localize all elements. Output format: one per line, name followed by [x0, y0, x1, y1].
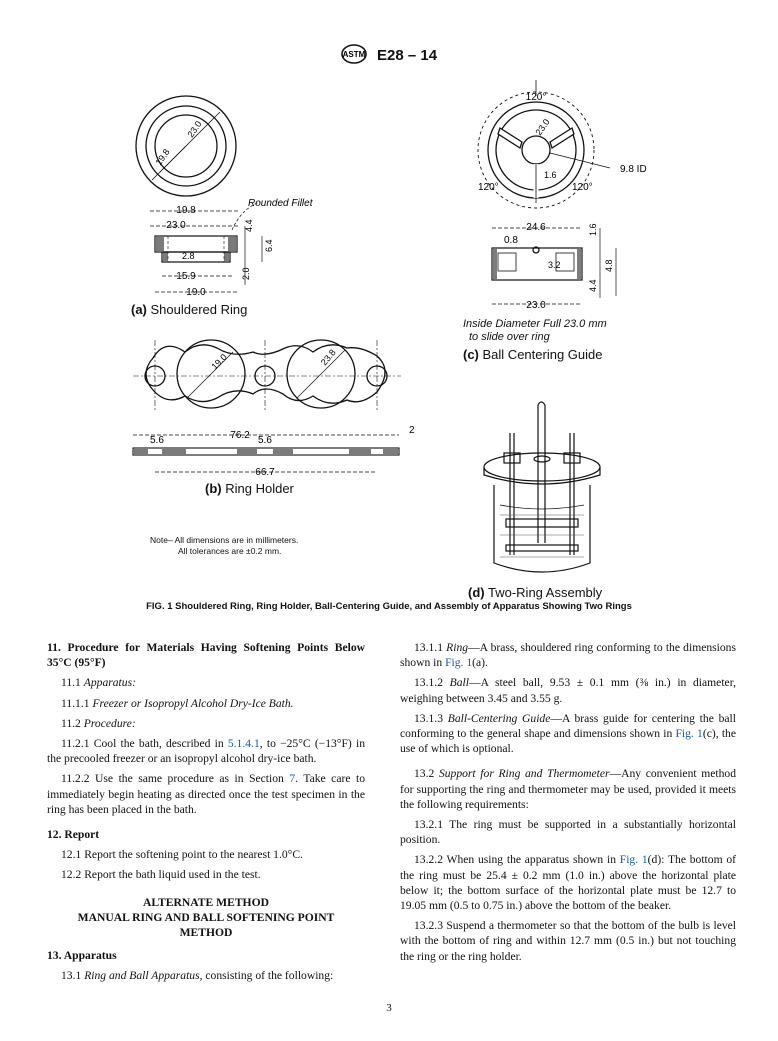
- figure-b-caption: (b) Ring Holder: [205, 481, 294, 496]
- dim-a-19-8-diag: 19.8: [153, 147, 172, 168]
- para-11-2-2: 11.2.2 Use the same procedure as in Section 7. Take care to immediately begin heating as directed once the test specimen in the ring has been placed in the bath.: [47, 772, 365, 816]
- rounded-fillet-label: Rounded Fillet: [248, 198, 313, 209]
- figure-c-note: Inside Diameter Full 23.0 mm to slide over ring: [463, 318, 607, 343]
- link-fig-1a[interactable]: Fig. 1: [445, 656, 473, 670]
- dim-b-19: 19.0: [209, 351, 229, 372]
- right-column: [400, 640, 736, 969]
- dim-c-4-8: 4.8: [604, 259, 614, 272]
- dim-c-v-1-6: 1.6: [588, 223, 598, 236]
- para-13-1-3: 13.1.3 Ball-Centering Guide—A brass guide for centering the ball conforming to the general shape and dimensions shown in Fig. 1(c), the use of which is optional.: [400, 711, 736, 756]
- dim-c-9-8-id: 9.8 ID: [620, 164, 647, 175]
- figure-c-ball-centering-guide: [460, 78, 670, 318]
- figure-a-caption: (a) Shouldered Ring: [131, 302, 248, 317]
- left-column: [47, 640, 365, 989]
- document-designation: E28 – 14: [377, 46, 438, 64]
- figure-b-ring-holder: [125, 330, 425, 480]
- alternate-method-heading: ALTERNATE METHOD: [143, 895, 269, 909]
- angle-120-left: 120°: [478, 182, 499, 193]
- figure-d-two-ring-assembly: [470, 395, 620, 580]
- para-11-2: 11.2 Procedure:: [61, 716, 136, 730]
- dim-a-19-0: 19.0: [186, 287, 206, 298]
- figure-c-caption: (c) Ball Centering Guide: [463, 347, 603, 362]
- astm-logo-icon: [341, 44, 367, 68]
- para-12-2: 12.2 Report the bath liquid used in the test.: [61, 868, 261, 882]
- para-11-1: 11.1 Apparatus:: [61, 676, 136, 690]
- dim-a-23: 23.0: [185, 119, 204, 140]
- dim-c-4-4: 4.4: [588, 279, 598, 292]
- dim-c-0-8: 0.8: [504, 235, 518, 246]
- dim-c-24-6: 24.6: [526, 222, 546, 233]
- dim-b-5-6-left: 5.6: [150, 435, 164, 446]
- figure-d-caption: (d) Two-Ring Assembly: [468, 585, 603, 600]
- para-12-1: 12.1 Report the softening point to the nearest 1.0°C.: [61, 848, 303, 862]
- para-11-2-1: 11.2.1 Cool the bath, described in 5.1.4.1, to −25°C (−13°F) in the precooled freezer or an isopropyl alcohol dry-ice bath.: [47, 737, 365, 766]
- para-13-1-2: 13.1.2 Ball—A steel ball, 9.53 ± 0.1 mm (⅜ in.) in diameter, weighing between 3.45 and 3.55 g.: [400, 676, 736, 705]
- page-header: [0, 44, 778, 68]
- para-13-2-1: 13.2.1 The ring must be supported in a substantially horizontal position.: [400, 818, 736, 847]
- dim-a-4-4: 4.4: [244, 219, 254, 232]
- dim-b-76-2: 76.2: [230, 430, 250, 441]
- dim-c-3-2: 3.2: [548, 260, 561, 270]
- dim-c-23-0: 23.0: [526, 300, 546, 311]
- dim-b-2: 2: [409, 425, 415, 436]
- para-13-2-2: 13.2.2 When using the apparatus shown in Fig. 1(d): The bottom of the ring must be 25.4 ± 0.2 mm (1.0 in.) above the horizontal plate below it; the bottom surface of the horizontal plate must be 12.7 to 19.05 mm (0.5 to 0.75 in.) above the bottom of the beaker.: [400, 853, 737, 913]
- para-13-1-1: 13.1.1 Ring—A brass, shouldered ring conforming to the dimensions shown in Fig. 1(a).: [400, 641, 736, 670]
- section-12-title: 12. Report: [47, 828, 100, 842]
- dim-a-15-9: 15.9: [176, 271, 196, 282]
- svg-text:ASTM: ASTM: [342, 50, 366, 59]
- link-section-7[interactable]: 7: [289, 772, 296, 786]
- link-fig-1c[interactable]: Fig. 1: [675, 727, 703, 741]
- manual-method-heading: MANUAL RING AND BALL SOFTENING POINT METHOD: [77, 910, 335, 940]
- angle-120-top: 120°: [525, 92, 547, 103]
- figure-caption: FIG. 1 Shouldered Ring, Ring Holder, Ball-Centering Guide, and Assembly of Apparatus Showing Two Rings: [146, 601, 632, 612]
- para-11-1-1: 11.1.1 Freezer or Isopropyl Alcohol Dry-Ice Bath.: [61, 696, 294, 710]
- dim-c-23: 23.0: [533, 117, 552, 138]
- para-13-2: 13.2 Support for Ring and Thermometer—Any convenient method for supporting the ring and thermometer may be used, provided it meets the following requirements:: [400, 767, 736, 811]
- page-number: 3: [386, 1002, 392, 1014]
- para-13-1: 13.1 Ring and Ball Apparatus, consisting of the following:: [61, 969, 334, 983]
- section-11-title: 11. Procedure for Materials Having Softening Points Below 35°C (95°F): [47, 641, 365, 670]
- link-5-1-4-1[interactable]: 5.1.4.1: [227, 737, 260, 751]
- dim-b-23-8: 23.8: [318, 347, 338, 368]
- dim-c-1-6: 1.6: [544, 170, 557, 180]
- dim-a-2-8: 2.8: [182, 251, 195, 261]
- dim-b-5-6-mid: 5.6: [258, 435, 272, 446]
- section-13-title: 13. Apparatus: [47, 949, 117, 963]
- dim-a-23-0: 23.0: [166, 220, 186, 231]
- dim-a-19-8: 19.8: [176, 205, 196, 216]
- figure-a-shouldered-ring: [120, 80, 350, 320]
- link-fig-1d[interactable]: Fig. 1: [619, 853, 648, 867]
- dim-a-6-4: 6.4: [264, 239, 274, 252]
- dim-a-2-0: 2.0: [241, 267, 251, 280]
- figure-note: Note– All dimensions are in millimeters. All tolerances are ±0.2 mm.: [150, 535, 299, 556]
- angle-120-right: 120°: [572, 182, 593, 193]
- para-13-2-3: 13.2.3 Suspend a thermometer so that the bottom of the bulb is level with the bottom of ring and within 12.7 mm (0.5 in.) but not touching the ring or the ring holder.: [400, 919, 736, 963]
- dim-b-66-7: 66.7: [255, 467, 275, 478]
